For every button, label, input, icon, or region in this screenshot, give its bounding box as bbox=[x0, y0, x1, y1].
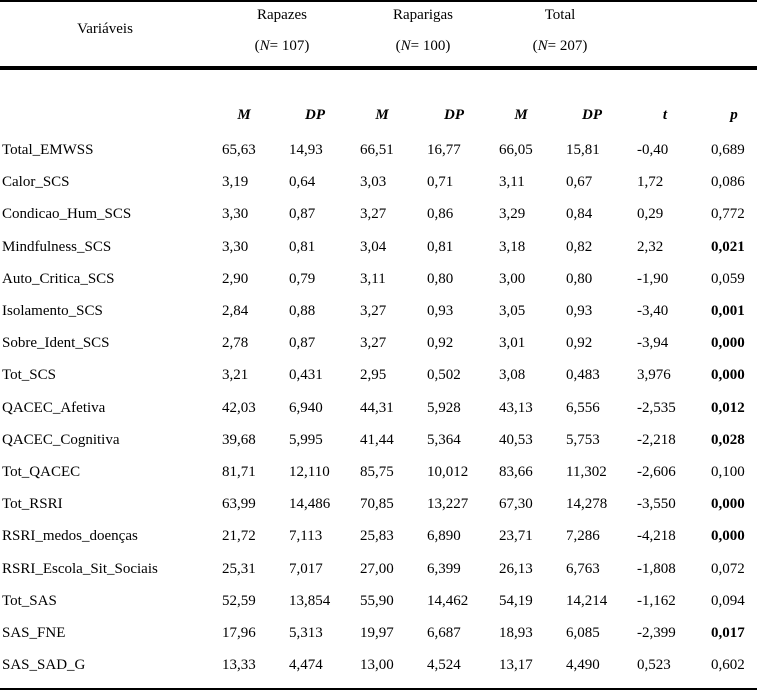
stat-value: -1,90 bbox=[637, 271, 669, 287]
stat-value: 11,302 bbox=[566, 464, 607, 480]
stat-value: -3,94 bbox=[637, 335, 669, 351]
stat-value: 83,66 bbox=[499, 464, 533, 480]
stat-value: 42,03 bbox=[222, 400, 256, 416]
stat-value: 5,928 bbox=[427, 400, 461, 416]
stat-value: 2,78 bbox=[222, 335, 249, 351]
stat-value: 0,93 bbox=[566, 303, 593, 319]
stat-value: 3,27 bbox=[360, 303, 387, 319]
stat-value: -2,606 bbox=[637, 464, 676, 480]
variable-name: RSRI_Escola_Sit_Sociais bbox=[2, 561, 158, 577]
stat-value: 81,71 bbox=[222, 464, 256, 480]
stat-value: -2,218 bbox=[637, 432, 676, 448]
p-value: 0,059 bbox=[711, 271, 745, 287]
variable-name: RSRI_medos_doenças bbox=[2, 528, 138, 544]
stat-value: 13,227 bbox=[427, 496, 469, 512]
stat-value: 6,763 bbox=[566, 561, 600, 577]
stat-value: 65,63 bbox=[222, 142, 256, 158]
stat-value: 6,687 bbox=[427, 625, 461, 641]
stat-value: 18,93 bbox=[499, 625, 533, 641]
stat-value: 3,03 bbox=[360, 174, 387, 190]
p-value: 0,012 bbox=[711, 400, 745, 416]
stat-value: -1,162 bbox=[637, 593, 676, 609]
stat-value: 3,976 bbox=[637, 367, 671, 383]
stat-value: 25,31 bbox=[222, 561, 256, 577]
stat-value: 0,81 bbox=[289, 239, 316, 255]
p-value: 0,021 bbox=[711, 239, 745, 255]
stat-value: 3,30 bbox=[222, 206, 249, 222]
variable-name: QACEC_Cognitiva bbox=[2, 432, 120, 448]
stat-value: 6,890 bbox=[427, 528, 461, 544]
stat-value: 6,085 bbox=[566, 625, 600, 641]
stat-value: 0,431 bbox=[289, 367, 323, 383]
stat-value: 0,80 bbox=[566, 271, 593, 287]
stat-header: DP bbox=[444, 107, 464, 123]
stat-value: 14,214 bbox=[566, 593, 608, 609]
stat-value: 14,486 bbox=[289, 496, 331, 512]
stat-value: 0,502 bbox=[427, 367, 461, 383]
stat-value: 13,00 bbox=[360, 657, 394, 673]
stat-value: 3,01 bbox=[499, 335, 526, 351]
p-value: 0,094 bbox=[711, 593, 745, 609]
stat-value: 0,82 bbox=[566, 239, 593, 255]
stat-value: 3,08 bbox=[499, 367, 526, 383]
stat-value: 23,71 bbox=[499, 528, 533, 544]
stat-value: 0,64 bbox=[289, 174, 316, 190]
stat-value: 3,21 bbox=[222, 367, 249, 383]
stat-value: 3,05 bbox=[499, 303, 526, 319]
stat-value: 7,017 bbox=[289, 561, 323, 577]
stat-value: -0,40 bbox=[637, 142, 669, 158]
stat-value: 2,95 bbox=[360, 367, 387, 383]
stat-value: 41,44 bbox=[360, 432, 394, 448]
stat-header: M bbox=[237, 107, 251, 123]
group-header-n: (N= 107) bbox=[254, 38, 310, 54]
stat-header: M bbox=[514, 107, 528, 123]
stat-value: 2,32 bbox=[637, 239, 664, 255]
stat-value: 5,753 bbox=[566, 432, 600, 448]
stat-value: 2,84 bbox=[222, 303, 249, 319]
stat-value: 14,462 bbox=[427, 593, 469, 609]
stat-value: 3,27 bbox=[360, 335, 387, 351]
variable-name: Sobre_Ident_SCS bbox=[2, 335, 110, 351]
stat-value: 0,80 bbox=[427, 271, 454, 287]
table-top-rule bbox=[0, 0, 757, 2]
stat-value: 3,30 bbox=[222, 239, 249, 255]
stat-value: 6,399 bbox=[427, 561, 461, 577]
stat-value: 12,110 bbox=[289, 464, 330, 480]
variables-header: Variáveis bbox=[77, 21, 133, 37]
stat-value: 3,04 bbox=[360, 239, 387, 255]
stat-value: 0,71 bbox=[427, 174, 454, 190]
stat-value: 0,87 bbox=[289, 206, 316, 222]
variable-name: QACEC_Afetiva bbox=[2, 400, 106, 416]
stat-value: 0,93 bbox=[427, 303, 454, 319]
p-value: 0,001 bbox=[711, 303, 745, 319]
stat-value: 3,00 bbox=[499, 271, 526, 287]
variable-name: Calor_SCS bbox=[2, 174, 70, 190]
stat-value: 1,72 bbox=[637, 174, 664, 190]
p-value: 0,028 bbox=[711, 432, 745, 448]
stat-value: 3,19 bbox=[222, 174, 249, 190]
stat-value: 4,524 bbox=[427, 657, 461, 673]
group-header-n: (N= 207) bbox=[532, 38, 588, 54]
stat-value: -1,808 bbox=[637, 561, 676, 577]
stat-value: 0,67 bbox=[566, 174, 593, 190]
stat-value: 5,995 bbox=[289, 432, 323, 448]
stat-header: t bbox=[662, 107, 668, 123]
stat-value: 13,33 bbox=[222, 657, 256, 673]
variable-name: Total_EMWSS bbox=[2, 142, 94, 158]
stat-value: 5,313 bbox=[289, 625, 323, 641]
stat-value: 19,97 bbox=[360, 625, 394, 641]
stat-value: -2,399 bbox=[637, 625, 676, 641]
stat-value: 21,72 bbox=[222, 528, 256, 544]
stat-value: 39,68 bbox=[222, 432, 256, 448]
stat-value: 0,483 bbox=[566, 367, 600, 383]
p-value: 0,000 bbox=[711, 528, 745, 544]
stat-value: 17,96 bbox=[222, 625, 256, 641]
group-header-name: Total bbox=[544, 7, 576, 23]
stat-value: 0,81 bbox=[427, 239, 454, 255]
variable-name: Mindfulness_SCS bbox=[2, 239, 112, 255]
p-value: 0,072 bbox=[711, 561, 745, 577]
stat-value: 3,27 bbox=[360, 206, 387, 222]
stat-value: -2,535 bbox=[637, 400, 676, 416]
stat-value: 63,99 bbox=[222, 496, 256, 512]
stat-header: DP bbox=[582, 107, 602, 123]
stat-value: 55,90 bbox=[360, 593, 394, 609]
stat-value: 85,75 bbox=[360, 464, 394, 480]
stat-value: 43,13 bbox=[499, 400, 533, 416]
table-header-rule bbox=[0, 66, 757, 70]
stat-value: 15,81 bbox=[566, 142, 600, 158]
stat-value: 25,83 bbox=[360, 528, 394, 544]
stat-value: 26,13 bbox=[499, 561, 533, 577]
stat-value: 6,940 bbox=[289, 400, 323, 416]
stat-header: M bbox=[375, 107, 389, 123]
stat-value: 16,77 bbox=[427, 142, 461, 158]
stat-value: 13,854 bbox=[289, 593, 331, 609]
stat-value: 0,88 bbox=[289, 303, 316, 319]
group-header-name: Raparigas bbox=[393, 7, 453, 23]
p-value: 0,000 bbox=[711, 496, 745, 512]
variable-name: Isolamento_SCS bbox=[2, 303, 103, 319]
variable-name: Tot_SCS bbox=[2, 367, 56, 383]
stat-value: 66,51 bbox=[360, 142, 394, 158]
p-value: 0,100 bbox=[711, 464, 745, 480]
stat-value: 14,278 bbox=[566, 496, 608, 512]
stat-value: -3,550 bbox=[637, 496, 676, 512]
stat-value: 5,364 bbox=[427, 432, 461, 448]
variable-name: SAS_SAD_G bbox=[2, 657, 86, 673]
stat-value: 0,92 bbox=[566, 335, 593, 351]
stat-value: -3,40 bbox=[637, 303, 669, 319]
stat-value: 3,18 bbox=[499, 239, 526, 255]
stat-value: 3,11 bbox=[499, 174, 525, 190]
stat-value: -4,218 bbox=[637, 528, 676, 544]
stat-value: 70,85 bbox=[360, 496, 394, 512]
variable-name: Tot_QACEC bbox=[2, 464, 81, 480]
stat-value: 13,17 bbox=[499, 657, 533, 673]
variable-name: Tot_RSRI bbox=[2, 496, 63, 512]
variable-name: SAS_FNE bbox=[2, 625, 66, 641]
stat-value: 3,29 bbox=[499, 206, 526, 222]
stat-value: 7,113 bbox=[289, 528, 323, 544]
p-value: 0,689 bbox=[711, 142, 745, 158]
stat-value: 7,286 bbox=[566, 528, 600, 544]
stat-value: 0,29 bbox=[637, 206, 664, 222]
stat-value: 0,92 bbox=[427, 335, 454, 351]
table-bottom-rule bbox=[0, 688, 757, 690]
stat-value: 0,87 bbox=[289, 335, 316, 351]
stat-value: 0,79 bbox=[289, 271, 316, 287]
p-value: 0,000 bbox=[711, 367, 745, 383]
stat-value: 0,86 bbox=[427, 206, 454, 222]
stat-value: 67,30 bbox=[499, 496, 533, 512]
stat-value: 4,474 bbox=[289, 657, 323, 673]
stat-value: 10,012 bbox=[427, 464, 469, 480]
stat-value: 0,523 bbox=[637, 657, 671, 673]
stat-value: 40,53 bbox=[499, 432, 533, 448]
stat-value: 52,59 bbox=[222, 593, 256, 609]
group-header-n: (N= 100) bbox=[395, 38, 451, 54]
stat-header: DP bbox=[305, 107, 325, 123]
stat-value: 6,556 bbox=[566, 400, 600, 416]
stat-value: 0,84 bbox=[566, 206, 593, 222]
p-value: 0,772 bbox=[711, 206, 745, 222]
stat-value: 3,11 bbox=[360, 271, 386, 287]
stat-value: 27,00 bbox=[360, 561, 394, 577]
variable-name: Condicao_Hum_SCS bbox=[2, 206, 132, 222]
stat-header: p bbox=[730, 107, 738, 123]
stat-value: 54,19 bbox=[499, 593, 533, 609]
stat-value: 66,05 bbox=[499, 142, 533, 158]
p-value: 0,017 bbox=[711, 625, 745, 641]
variable-name: Auto_Critica_SCS bbox=[2, 271, 115, 287]
stat-value: 14,93 bbox=[289, 142, 323, 158]
stat-value: 4,490 bbox=[566, 657, 600, 673]
group-header-name: Rapazes bbox=[257, 7, 307, 23]
stat-value: 44,31 bbox=[360, 400, 394, 416]
variable-name: Tot_SAS bbox=[2, 593, 57, 609]
p-value: 0,086 bbox=[711, 174, 745, 190]
p-value: 0,602 bbox=[711, 657, 745, 673]
stat-value: 2,90 bbox=[222, 271, 249, 287]
p-value: 0,000 bbox=[711, 335, 745, 351]
